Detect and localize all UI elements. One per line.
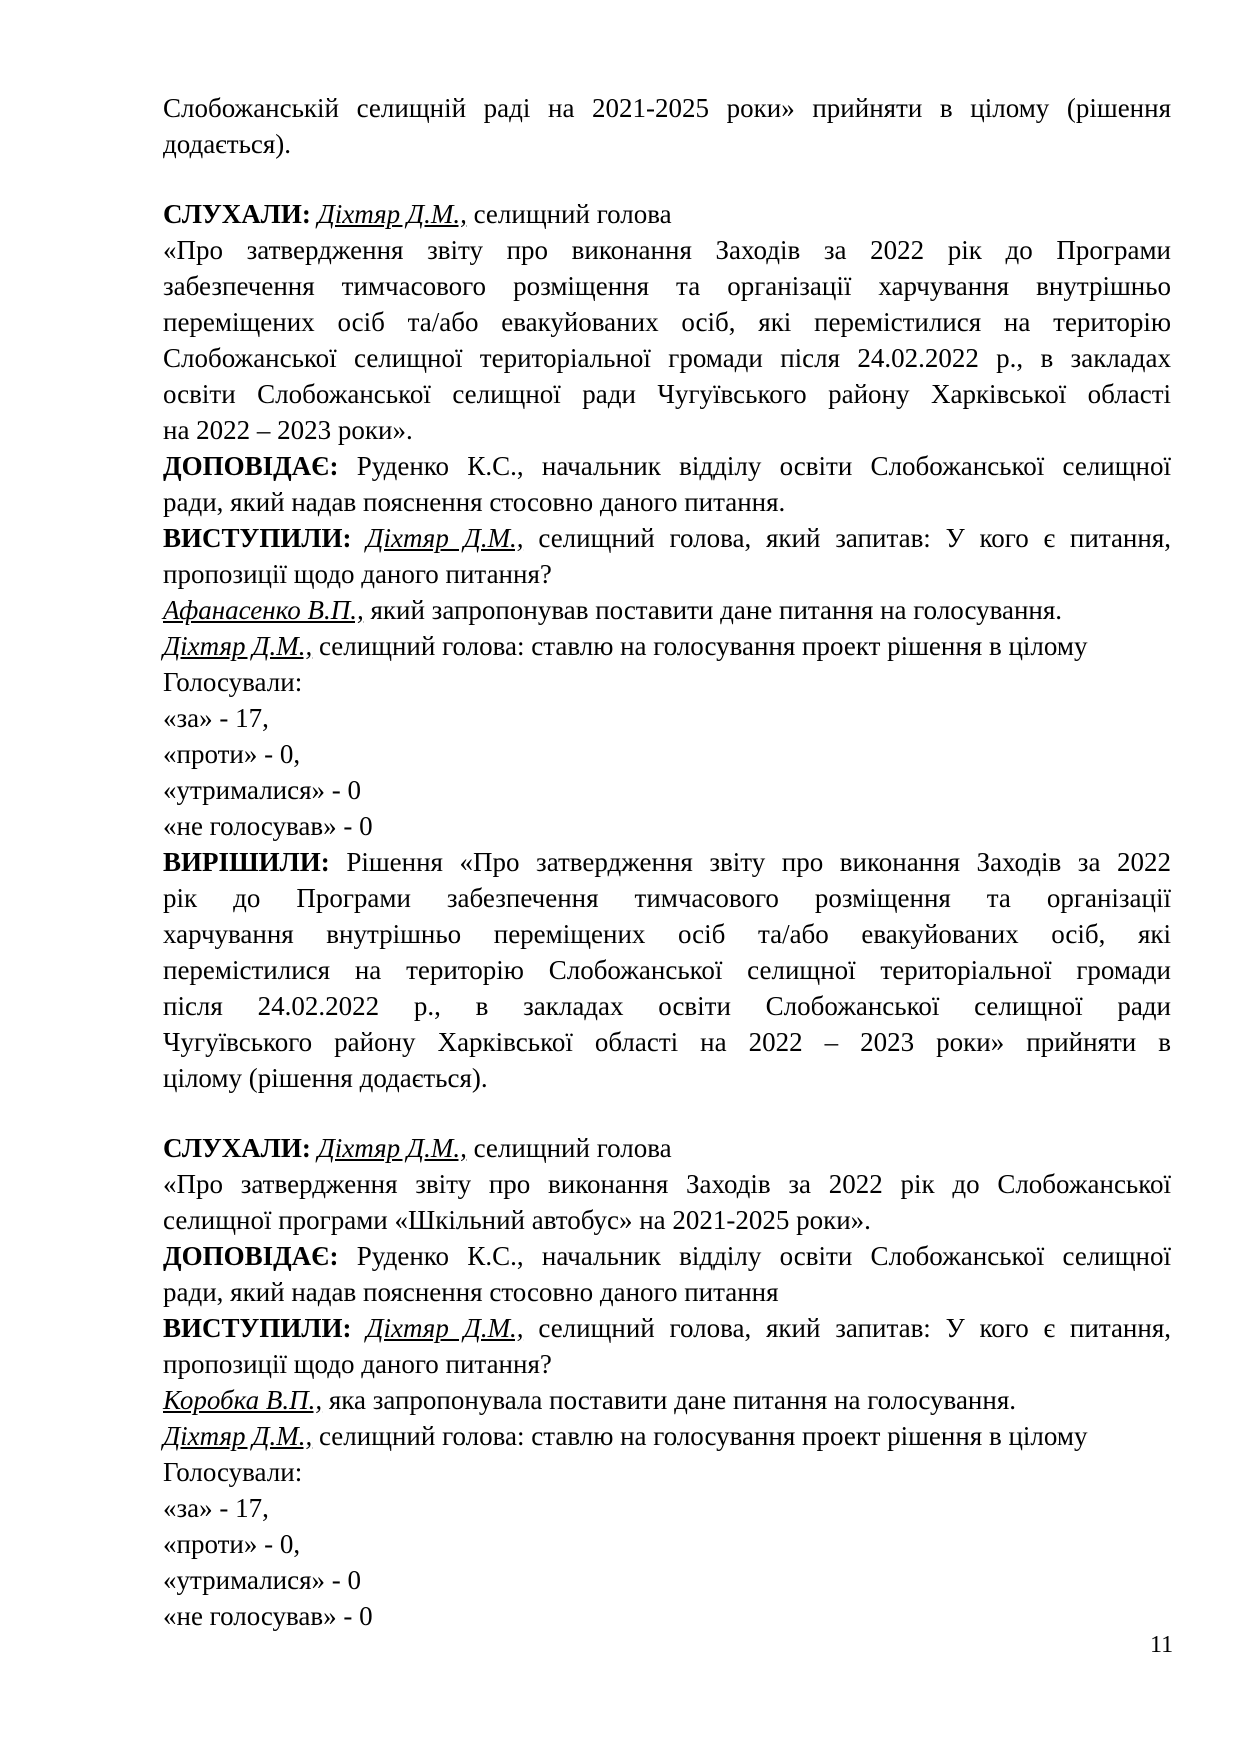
s2-spoke-text-2: пропозиції щодо даного питання? (163, 1349, 552, 1379)
s2-report-text-1: Руденко К.С., начальник відділу освіти Слобожанської селищної (338, 1241, 1171, 1271)
s1-decided-line-5: після 24.02.2022 р., в закладах освіти Слобожанської селищної ради (163, 991, 1171, 1021)
s1-proposer-text: який запропонував поставити дане питання на голосування. (363, 595, 1063, 625)
s1-decided-line-4: перемістилися на територію Слобожанської селищної територіальної громади (163, 955, 1171, 985)
s2-title-line-2: селищної програми «Шкільний автобус» на 2021-2025 роки». (163, 1205, 871, 1235)
s1-decided-line-6: Чугуївського району Харківської області на 2022 – 2023 роки» прийняти в (163, 1027, 1171, 1057)
s2-spoke-label: ВИСТУПИЛИ: (163, 1313, 352, 1343)
s1-spoke-text-1: селищний голова, який запитав: У кого є питання, (523, 523, 1172, 553)
s2-spoke (163, 1310, 1171, 1346)
s1-decided-line-2: рік до Програми забезпечення тимчасового розміщення та організації (163, 883, 1171, 913)
s1-spoke-label: ВИСТУПИЛИ: (163, 523, 352, 553)
s2-spoke-text-1: селищний голова, який запитав: У кого є питання, (523, 1313, 1172, 1343)
page-number: 11 (1150, 1632, 1174, 1658)
s1-proposer-name: Афанасенко В.П., (163, 595, 364, 625)
s1-head-name: Діхтяр Д.М., (163, 631, 313, 661)
s1-heard-role: селищний голова (466, 199, 672, 229)
s2-spoke-name: Діхтяр Д.М., (366, 1313, 524, 1343)
s1-proposer (163, 592, 1171, 628)
s1-title-line-3: переміщених осіб та/або евакуйованих осіб, які перемістилися на територію (163, 307, 1171, 337)
s1-report-label: ДОПОВІДАЄ: (163, 451, 339, 481)
s1-title-line-5: освіти Слобожанської селищної ради Чугуївського району Харківської області (163, 379, 1171, 409)
s2-head-text: селищний голова: ставлю на голосування проект рішення в цілому (312, 1421, 1088, 1451)
s1-title-line-2: забезпечення тимчасового розміщення та організації харчування внутрішньо (163, 271, 1171, 301)
s1-title-line-1: «Про затвердження звіту про виконання Заходів за 2022 рік до Програми (163, 235, 1171, 265)
s1-spoke (163, 520, 1171, 556)
s2-proposer-name: Коробка В.П., (163, 1385, 323, 1415)
s1-heard-name: Діхтяр Д.М., (317, 199, 467, 229)
s1-voted-label: Голосували: (163, 667, 303, 697)
s2-head (163, 1418, 1171, 1454)
s1-decided-label: ВИРІШИЛИ: (163, 847, 330, 877)
s1-decided-line-1: Рішення «Про затвердження звіту про виконання Заходів за 2022 (329, 847, 1171, 877)
s2-head-name: Діхтяр Д.М., (163, 1421, 313, 1451)
s1-vote-abstained: «утрималися» - 0 (163, 775, 362, 805)
intro-line-2: додається). (163, 129, 292, 159)
s1-report-text-2: ради, який надав пояснення стосовно даного питання. (163, 487, 786, 517)
s1-report-text-1: Руденко К.С., начальник відділу освіти Слобожанської селищної (338, 451, 1171, 481)
s2-heard-name: Діхтяр Д.М., (317, 1133, 467, 1163)
s2-vote-for: «за» - 17, (163, 1493, 269, 1523)
s2-report-label: ДОПОВІДАЄ: (163, 1241, 339, 1271)
s2-title-line-1: «Про затвердження звіту про виконання Заходів за 2022 рік до Слобожанської (163, 1169, 1171, 1199)
s1-title-line-4: Слобожанської селищної територіальної громади після 24.02.2022 р., в закладах (163, 343, 1171, 373)
s1-spoke-name: Діхтяр Д.М., (366, 523, 524, 553)
s1-vote-for: «за» - 17, (163, 703, 269, 733)
s2-heard-role: селищний голова (466, 1133, 672, 1163)
s1-vote-against: «проти» - 0, (163, 739, 301, 769)
s2-report-text-2: ради, який надав пояснення стосовно даного питання (163, 1277, 779, 1307)
s2-voted-label: Голосували: (163, 1457, 303, 1487)
s1-vote-not-voted: «не голосував» - 0 (163, 811, 373, 841)
s2-report (163, 1238, 1171, 1274)
s2-proposer (163, 1382, 1171, 1418)
s2-vote-against: «проти» - 0, (163, 1529, 301, 1559)
s1-head (163, 628, 1171, 664)
s2-proposer-text: яка запропонувала поставити дане питання на голосування. (322, 1385, 1016, 1415)
s1-report (163, 448, 1171, 484)
s2-heard (163, 1130, 1171, 1166)
s2-vote-not-voted: «не голосував» - 0 (163, 1601, 373, 1631)
s1-heard (163, 196, 1171, 232)
intro-line-1: Слобожанській селищній раді на 2021-2025 роки» прийняти в цілому (рішення (163, 93, 1171, 123)
s1-head-text: селищний голова: ставлю на голосування проект рішення в цілому (312, 631, 1088, 661)
s1-decided-line-7: цілому (рішення додається). (163, 1063, 488, 1093)
s2-vote-abstained: «утрималися» - 0 (163, 1565, 362, 1595)
s2-heard-label: СЛУХАЛИ: (163, 1133, 311, 1163)
s1-title-line-6: на 2022 – 2023 роки». (163, 415, 413, 445)
s1-heard-label: СЛУХАЛИ: (163, 199, 311, 229)
s1-decided-line-3: харчування внутрішньо переміщених осіб та/або евакуйованих осіб, які (163, 919, 1171, 949)
s1-decided (163, 844, 1171, 880)
s1-spoke-text-2: пропозиції щодо даного питання? (163, 559, 552, 589)
